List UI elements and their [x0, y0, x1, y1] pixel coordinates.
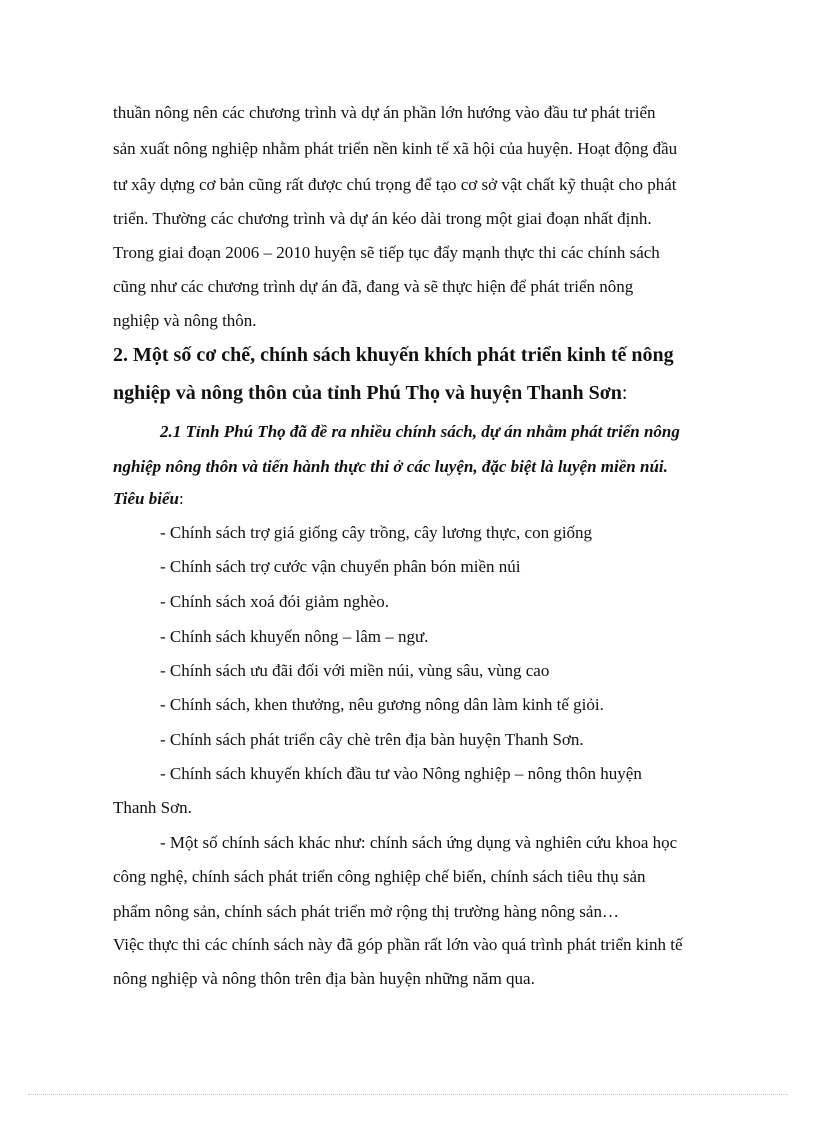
- subsection-line-3: [113, 488, 184, 510]
- subsection-colon: :: [178, 489, 184, 508]
- other-policies-line-1: - Một số chính sách khác như: chính sách ứng dụng và nghiên cứu khoa học: [160, 833, 678, 852]
- intro-line-5: Trong giai đoạn 2006 – 2010 huyện sẽ tiếp tục đẩy mạnh thực thi các chính sách: [113, 243, 660, 262]
- conclusion-line-2: nông nghiệp và nông thôn trên địa bàn huyện những năm qua.: [113, 969, 535, 988]
- section-heading-line-2: [113, 380, 627, 406]
- policy-item-2: - Chính sách trợ cước vận chuyển phân bón miền núi: [160, 557, 521, 576]
- subsection-line-1: 2.1 Tỉnh Phú Thọ đã đề ra nhiều chính sách, dự án nhằm phát triển nông: [160, 422, 680, 441]
- footer-divider: [28, 1094, 788, 1095]
- section-heading-line-1: 2. Một số cơ chế, chính sách khuyến khích phát triển kinh tế nông: [113, 344, 674, 366]
- intro-line-1: thuần nông nên các chương trình và dự án phần lớn hướng vào đầu tư phát triển: [113, 103, 656, 122]
- subsection-line-2: nghiệp nông thôn và tiến hành thực thi ở các luyện, đặc biệt là luyện miền núi.: [113, 457, 668, 476]
- policy-item-6: - Chính sách, khen thưởng, nêu gương nông dân làm kinh tế giỏi.: [160, 695, 604, 714]
- section-heading-colon: :: [621, 382, 628, 404]
- section-heading-line-2-text: nghiệp và nông thôn của tỉnh Phú Thọ và huyện Thanh Sơn: [113, 382, 622, 404]
- policy-item-3: - Chính sách xoá đói giảm nghèo.: [160, 592, 389, 611]
- policy-item-4: - Chính sách khuyến nông – lâm – ngư.: [160, 627, 429, 646]
- intro-line-6: cũng như các chương trình dự án đã, đang và sẽ thực hiện để phát triển nông: [113, 277, 634, 296]
- intro-line-7: nghiệp và nông thôn.: [113, 311, 257, 330]
- policy-item-8: - Chính sách khuyến khích đầu tư vào Nông nghiệp – nông thôn huyện: [160, 764, 642, 783]
- intro-line-3: tư xây dựng cơ bản cũng rất được chú trọng để tạo cơ sở vật chất kỹ thuật cho phát: [113, 175, 677, 194]
- policy-item-5: - Chính sách ưu đãi đối với miền núi, vùng sâu, vùng cao: [160, 661, 550, 680]
- other-policies-line-2: công nghệ, chính sách phát triển công nghiệp chế biến, chính sách tiêu thụ sản: [113, 867, 646, 886]
- policy-item-8-continuation: Thanh Sơn.: [113, 798, 192, 817]
- other-policies-line-3: phẩm nông sản, chính sách phát triển mở rộng thị trường hàng nông sản…: [113, 902, 619, 921]
- subsection-line-3-text: Tiêu biểu: [113, 489, 179, 508]
- policy-item-7: - Chính sách phát triển cây chè trên địa bàn huyện Thanh Sơn.: [160, 730, 584, 749]
- intro-line-2: sản xuất nông nghiệp nhằm phát triển nền kinh tế xã hội của huyện. Hoạt động đầu: [113, 139, 678, 158]
- intro-line-4: triển. Thường các chương trình và dự án kéo dài trong một giai đoạn nhất định.: [113, 209, 652, 228]
- policy-item-1: - Chính sách trợ giá giống cây trồng, cây lương thực, con giống: [160, 523, 593, 542]
- conclusion-line-1: Việc thực thi các chính sách này đã góp phần rất lớn vào quá trình phát triển kinh tế: [113, 935, 683, 954]
